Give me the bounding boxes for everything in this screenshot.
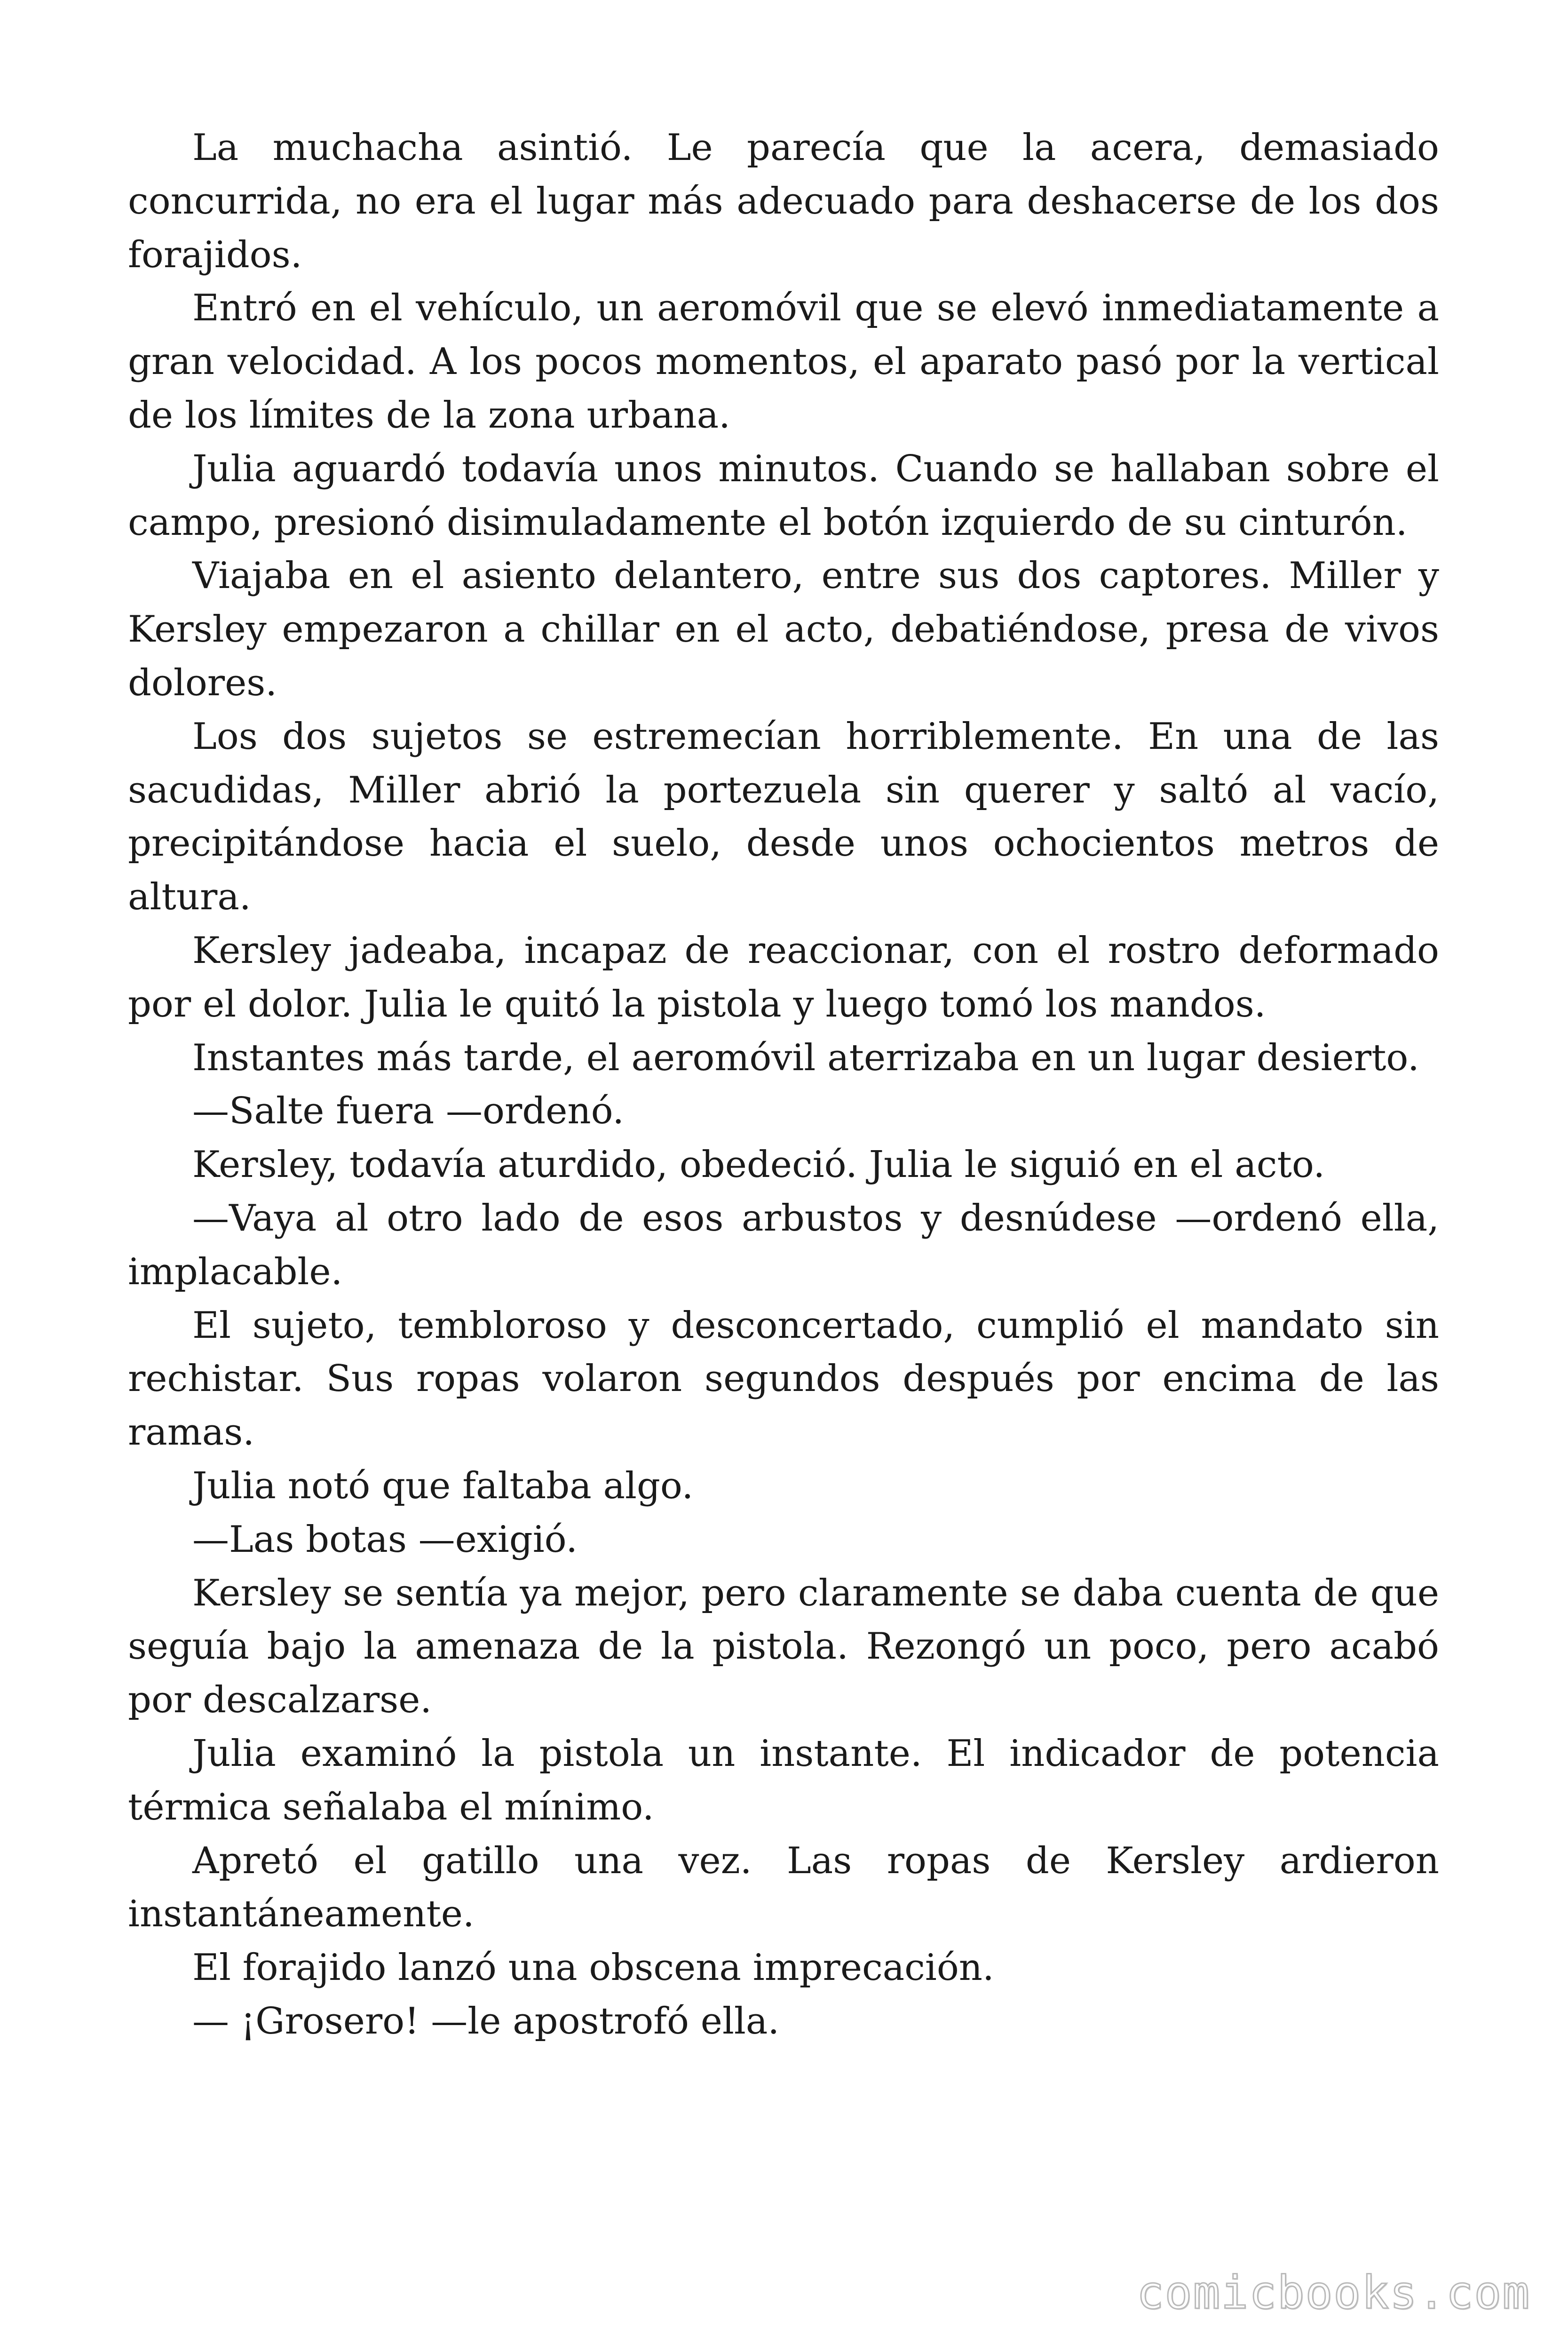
paragraph: Instantes más tarde, el aeromóvil aterrizaba en un lugar desierto. (192, 1036, 1419, 1079)
page-body (128, 121, 1439, 2049)
paragraph: Kersley, todavía aturdido, obedeció. Julia le siguió en el acto. (192, 1144, 1325, 1186)
watermark: comicbooks.com (1136, 2266, 1530, 2319)
paragraph: La muchacha asintió. Le parecía que la acera, demasiado concurrida, no era el lugar más adecuado para deshacerse de los dos forajidos. (128, 127, 1439, 276)
paragraph: Kersley jadeaba, incapaz de reaccionar, con el rostro deformado por el dolor. Julia le quitó la pistola y luego tomó los mandos. (128, 929, 1439, 1025)
paragraph: Kersley se sentía ya mejor, pero claramente se daba cuenta de que seguía bajo la amenaza de la pistola. Rezongó un poco, pero acabó por descalzarse. (128, 1572, 1439, 1722)
paragraph: Julia aguardó todavía unos minutos. Cuando se hallaban sobre el campo, presionó disimuladamente el botón izquierdo de su cinturón. (128, 447, 1439, 544)
paragraph: Julia examinó la pistola un instante. El indicador de potencia térmica señalaba el mínimo. (128, 1732, 1439, 1828)
paragraph: El sujeto, tembloroso y desconcertado, cumplió el mandato sin rechistar. Sus ropas volaron segundos después por encima de las ramas. (128, 1304, 1439, 1454)
paragraph: — ¡Grosero! —le apostrofó ella. (192, 2000, 780, 2042)
paragraph: Apretó el gatillo una vez. Las ropas de Kersley ardieron instantáneamente. (128, 1839, 1439, 1936)
paragraph: —Vaya al otro lado de esos arbustos y desnúdese —ordenó ella, implacable. (128, 1197, 1439, 1293)
paragraph: Entró en el vehículo, un aeromóvil que se elevó inmediatamente a gran velocidad. A los pocos momentos, el aparato pasó por la vertical de los límites de la zona urbana. (128, 287, 1439, 437)
paragraph: Los dos sujetos se estremecían horriblemente. En una de las sacudidas, Miller abrió la portezuela sin querer y saltó al vacío, precipitándose hacia el suelo, desde unos ochocientos metros de altura. (128, 715, 1439, 919)
paragraph: Viajaba en el asiento delantero, entre sus dos captores. Miller y Kersley empezaron a chillar en el acto, debatiéndose, presa de vivos dolores. (128, 555, 1439, 704)
paragraph: Julia notó que faltaba algo. (192, 1464, 694, 1507)
paragraph: El forajido lanzó una obscena imprecación. (192, 1947, 994, 1989)
paragraph: —Salte fuera —ordenó. (192, 1090, 624, 1133)
paragraph: —Las botas —exigió. (192, 1518, 578, 1561)
